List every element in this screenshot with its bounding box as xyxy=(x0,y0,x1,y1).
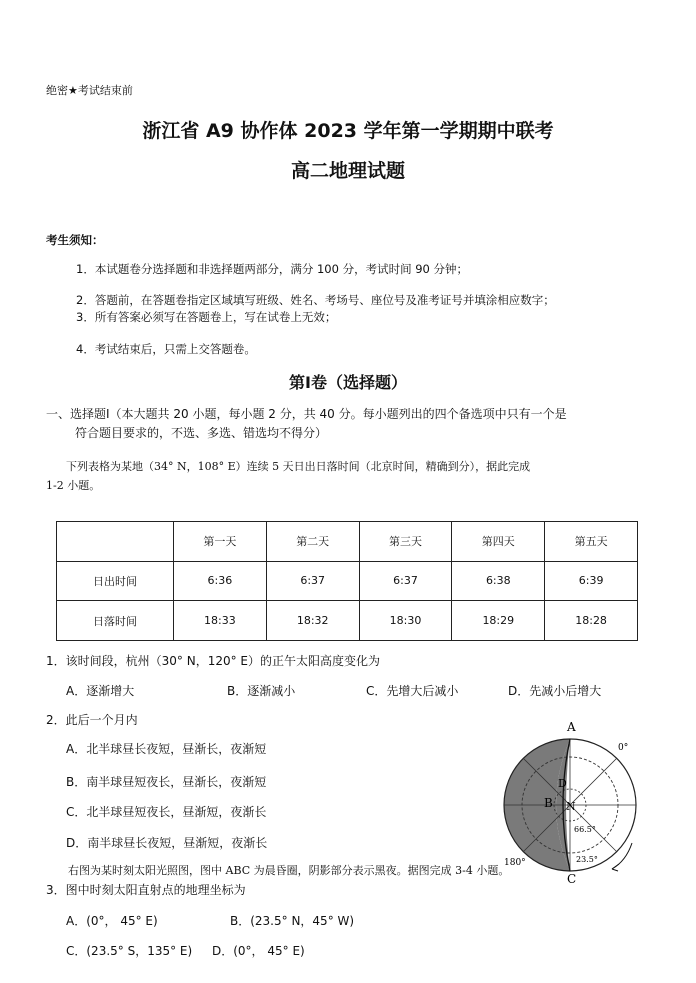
table-header-row xyxy=(57,522,638,562)
notice-item: 1．本试题卷分选择题和非选择题两部分，满分 100 分，考试时间 90 分钟； xyxy=(76,262,469,276)
table-cell: 6:38 xyxy=(452,561,545,601)
question-2-option: D．南半球昼长夜短，昼渐短，夜渐长 xyxy=(66,836,268,850)
table-cell: 18:29 xyxy=(452,601,545,641)
notice-item: 4．考试结束后，只需上交答题卷。 xyxy=(76,342,256,356)
question-2-option: B．南半球昼短夜长，昼渐长，夜渐短 xyxy=(66,775,267,789)
section-instructions-cont: 符合题目要求的，不选、多选、错选均不得分） xyxy=(75,426,328,440)
table-cell: 6:36 xyxy=(174,561,267,601)
question-2-option: C．北半球昼短夜长，昼渐短，夜渐长 xyxy=(66,805,267,819)
table-cell: 18:28 xyxy=(545,601,638,641)
notice-item: 2．答题前，在答题卷指定区域填写班级、姓名、考场号、座位号及准考证号并填涂相应数字； xyxy=(76,293,555,307)
table-row xyxy=(57,601,638,641)
question-intro: 下列表格为某地（34° N，108° E）连续 5 天日出日落时间（北京时间，精确到分），据此完成 xyxy=(66,460,531,473)
illumination-diagram xyxy=(500,715,660,885)
confidential-label: 绝密★考试结束前 xyxy=(46,84,133,97)
label-180-degree: 180° xyxy=(504,858,526,868)
section-instructions: 一、选择题Ⅰ（本大题共 20 小题，每小题 2 分，共 40 分。每小题列出的四个备选项中只有一个是 xyxy=(46,407,567,421)
rotation-arrow xyxy=(612,843,632,869)
label-0-degree: 0° xyxy=(618,743,629,753)
notice-heading: 考生须知： xyxy=(46,233,104,247)
figure-caption: 右图为某时刻太阳光照图，图中 ABC 为晨昏圈，阴影部分表示黑夜。据图完成 3-4 小题。 xyxy=(68,864,510,877)
question-3-option: D．(0°， 45° E) xyxy=(212,944,305,958)
table-cell: 6:39 xyxy=(545,561,638,601)
table-row-label: 日出时间 xyxy=(57,561,174,601)
table-header-cell: 第三天 xyxy=(359,522,452,562)
table-cell: 18:30 xyxy=(359,601,452,641)
table-row-label: 日落时间 xyxy=(57,601,174,641)
label-23-5: 23.5° xyxy=(576,855,598,864)
table-cell: 6:37 xyxy=(359,561,452,601)
label-d: D xyxy=(558,777,567,790)
table-header-cell: 第四天 xyxy=(452,522,545,562)
table-cell: 18:32 xyxy=(266,601,359,641)
exam-subtitle: 高二地理试题 xyxy=(290,160,405,182)
table-header-cell: 第五天 xyxy=(545,522,638,562)
table-header-cell: 第二天 xyxy=(266,522,359,562)
label-c: C xyxy=(567,872,577,885)
question-1-option: C．先增大后减小 xyxy=(366,684,459,698)
question-1-option: B．逐渐减小 xyxy=(227,684,296,698)
notice-item: 3．所有答案必须写在答题卷上，写在试卷上无效； xyxy=(76,310,337,324)
table-cell: 6:37 xyxy=(266,561,359,601)
label-north-pole: N xyxy=(566,800,576,813)
table-cell: 18:33 xyxy=(174,601,267,641)
part-title: 第Ⅰ卷（选择题） xyxy=(289,373,407,392)
label-a: A xyxy=(567,720,576,734)
question-2-option: A．北半球昼长夜短，昼渐长，夜渐短 xyxy=(66,742,267,756)
label-b: B xyxy=(544,796,553,810)
question-1-stem: 1．该时间段，杭州（30° N，120° E）的正午太阳高度变化为 xyxy=(46,654,380,668)
question-2-stem: 2．此后一个月内 xyxy=(46,713,138,727)
table-header-cell xyxy=(57,522,174,562)
question-3-stem: 3．图中时刻太阳直射点的地理坐标为 xyxy=(46,883,246,897)
question-intro-cont: 1-2 小题。 xyxy=(46,479,101,492)
sunrise-sunset-table xyxy=(56,521,638,641)
question-3-option: B．(23.5° N，45° W) xyxy=(230,914,355,928)
table-row xyxy=(57,561,638,601)
question-1-option: A．逐渐增大 xyxy=(66,684,135,698)
question-3-option: C．(23.5° S，135° E) xyxy=(66,944,193,958)
question-3-option: A．(0°， 45° E) xyxy=(66,914,158,928)
rotation-arrowhead xyxy=(612,864,619,871)
label-66-5: 66.5° xyxy=(574,825,596,834)
question-1-option: D．先减小后增大 xyxy=(508,684,602,698)
table-header-cell: 第一天 xyxy=(174,522,267,562)
exam-title: 浙江省 A9 协作体 2023 学年第一学期期中联考 xyxy=(142,120,554,142)
